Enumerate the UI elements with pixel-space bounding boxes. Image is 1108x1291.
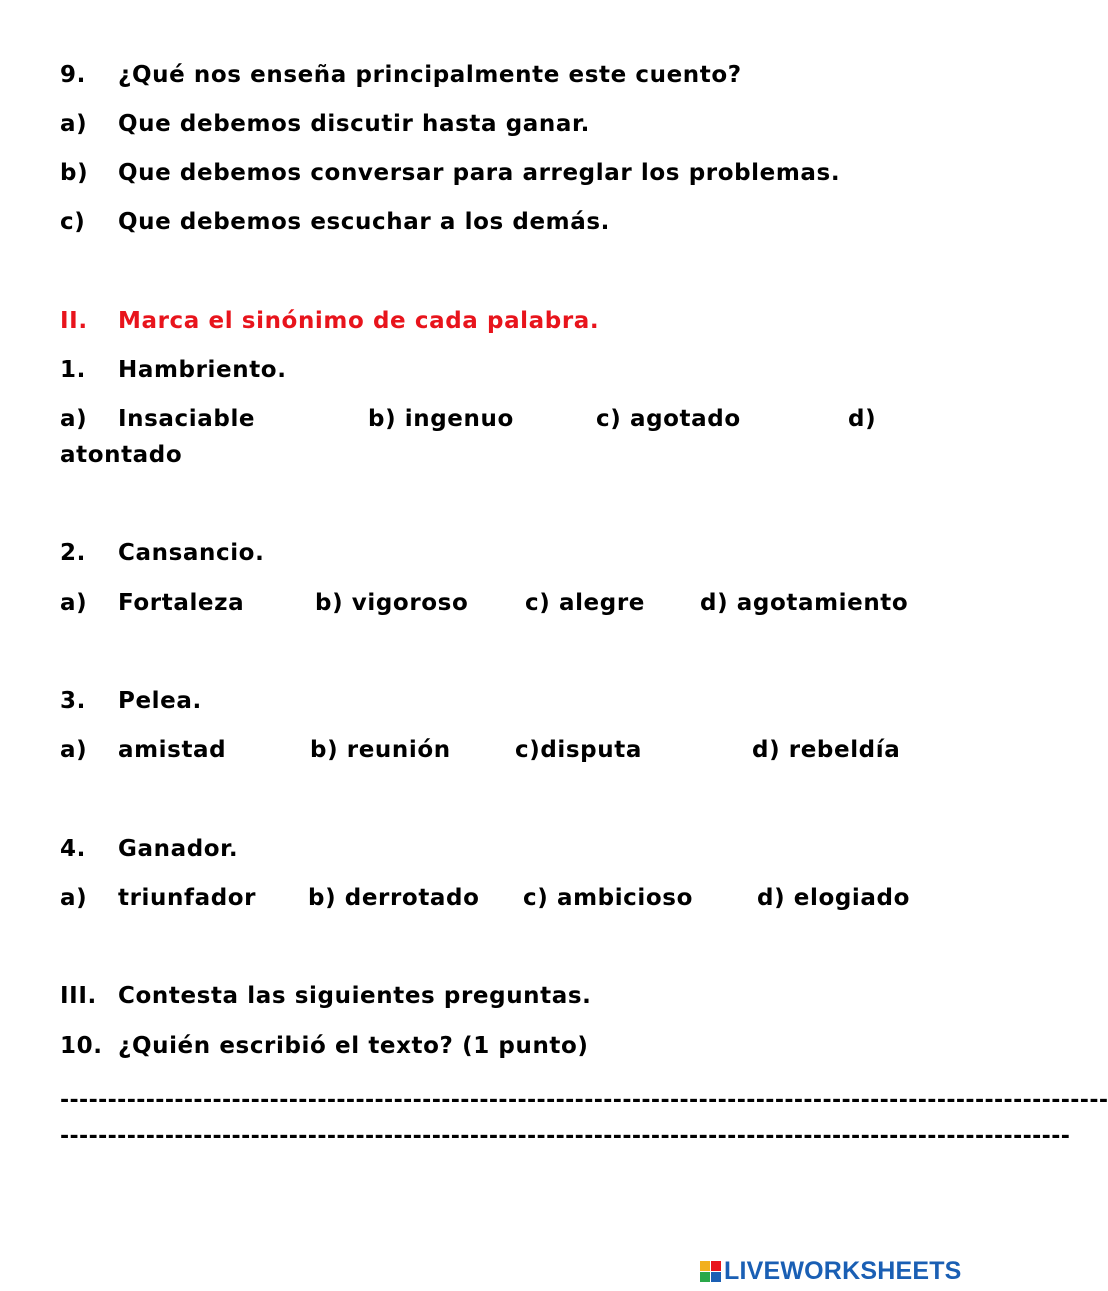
word-3 xyxy=(60,688,202,714)
word-2 xyxy=(60,540,264,566)
word-number: 3. xyxy=(60,688,86,714)
option-letter: b) xyxy=(60,160,89,186)
option-letter: c) xyxy=(60,209,86,235)
word-2-option-b[interactable]: b) vigoroso xyxy=(315,590,469,616)
word-3-option-d[interactable]: d) rebeldía xyxy=(752,737,901,763)
word-text: Ganador. xyxy=(118,836,239,862)
section-2-heading xyxy=(60,308,599,334)
option-letter: a) xyxy=(60,111,88,137)
word-1-option-a[interactable] xyxy=(60,406,255,432)
word-1-option-d[interactable]: d) xyxy=(848,406,877,432)
option-text: Que debemos escuchar a los demás. xyxy=(118,209,610,235)
word-3-option-b[interactable]: b) reunión xyxy=(310,737,451,763)
section-title: Marca el sinónimo de cada palabra. xyxy=(118,308,600,334)
word-4 xyxy=(60,836,238,862)
word-1-option-d-text[interactable]: atontado xyxy=(60,442,183,468)
question-text: ¿Quién escribió el texto? (1 punto) xyxy=(118,1033,589,1059)
option-text: Fortaleza xyxy=(118,590,245,616)
word-4-option-d[interactable]: d) elogiado xyxy=(757,885,911,911)
q9-option-a[interactable] xyxy=(60,111,590,137)
option-text: Que debemos discutir hasta ganar. xyxy=(118,111,590,137)
option-letter: a) xyxy=(60,590,88,616)
word-2-option-d[interactable]: d) agotamiento xyxy=(700,590,909,616)
word-text: Hambriento. xyxy=(118,357,287,383)
q9-option-c[interactable] xyxy=(60,209,610,235)
word-text: Cansancio. xyxy=(118,540,265,566)
answer-line[interactable]: -------------------------------------------------------------------------------------------------------------- xyxy=(60,1088,1108,1113)
word-text: Pelea. xyxy=(118,688,202,714)
question-text: ¿Qué nos enseña principalmente este cuento? xyxy=(118,62,742,88)
question-9 xyxy=(60,62,742,88)
answer-line[interactable]: ---------------------------------------------------------------------------------------------------------- xyxy=(60,1124,1071,1149)
word-4-option-c[interactable]: c) ambicioso xyxy=(523,885,693,911)
liveworksheets-logo xyxy=(700,1257,962,1285)
word-3-option-c[interactable]: c)disputa xyxy=(515,737,642,763)
word-3-option-a[interactable] xyxy=(60,737,226,763)
brand-name: LIVEWORKSHEETS xyxy=(724,1256,962,1285)
question-number: 9. xyxy=(60,62,86,88)
brand-icon xyxy=(700,1261,721,1282)
word-2-option-c[interactable]: c) alegre xyxy=(525,590,645,616)
option-letter: a) xyxy=(60,737,88,763)
option-letter: a) xyxy=(60,885,88,911)
section-3-heading xyxy=(60,983,591,1009)
q9-option-b[interactable] xyxy=(60,160,840,186)
option-text: triunfador xyxy=(118,885,257,911)
word-number: 1. xyxy=(60,357,86,383)
option-text: Insaciable xyxy=(118,406,256,432)
section-number: III. xyxy=(60,983,97,1009)
option-text: Que debemos conversar para arreglar los problemas. xyxy=(118,160,841,186)
word-2-option-a[interactable] xyxy=(60,590,244,616)
word-1 xyxy=(60,357,287,383)
word-1-option-c[interactable]: c) agotado xyxy=(596,406,741,432)
word-4-option-b[interactable]: b) derrotado xyxy=(308,885,480,911)
word-1-option-b[interactable]: b) ingenuo xyxy=(368,406,514,432)
section-number: II. xyxy=(60,308,88,334)
word-4-option-a[interactable] xyxy=(60,885,256,911)
question-10 xyxy=(60,1033,589,1059)
section-title: Contesta las siguientes preguntas. xyxy=(118,983,592,1009)
question-number: 10. xyxy=(60,1033,103,1059)
word-number: 4. xyxy=(60,836,86,862)
option-letter: a) xyxy=(60,406,88,432)
word-number: 2. xyxy=(60,540,86,566)
option-text: amistad xyxy=(118,737,227,763)
